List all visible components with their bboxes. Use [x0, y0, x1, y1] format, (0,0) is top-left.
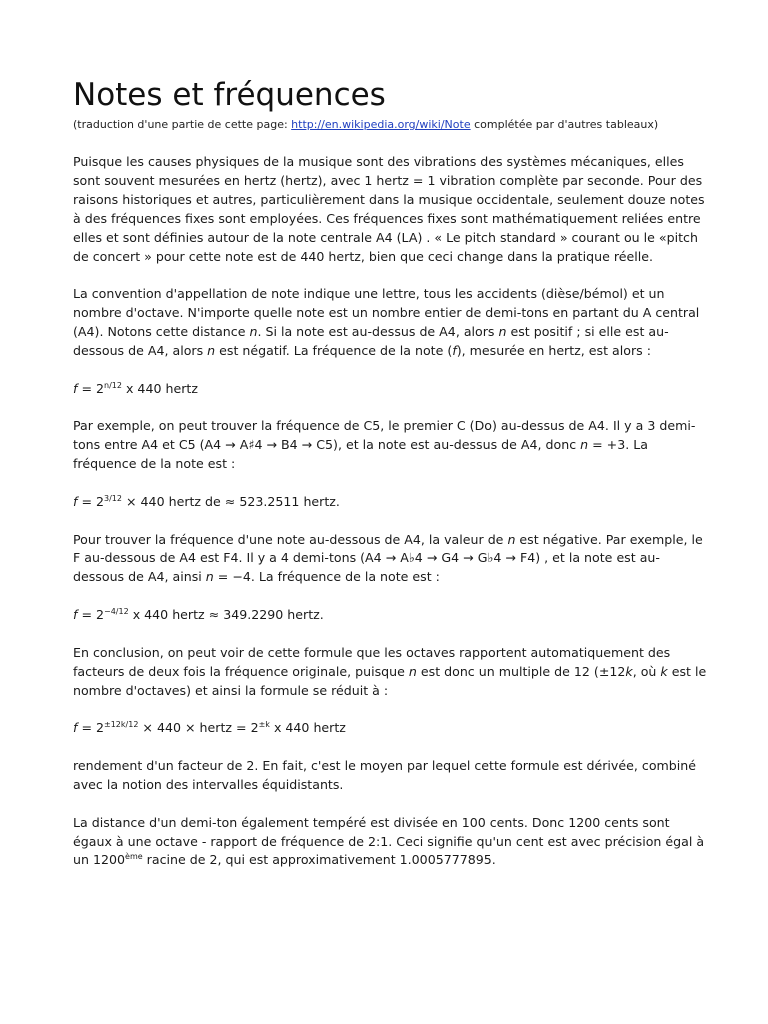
variable-f: f [73, 607, 78, 623]
formula-f4 [73, 606, 708, 625]
text-run: = 2 [77, 493, 105, 509]
variable-n: n [207, 342, 216, 358]
paragraph-intro: Puisque les causes physiques de la musique sont des vibrations des systèmes mécaniques, elles sont souvent mesurées en hertz (hertz), avec 1 hertz = 1 vibration complète par seconde. Pour des raisons historiques et autres, particulièrement dans la musique occidentale, seulement douze notes à des fréquences fixes sont employées. Ces fréquences fixes sont mathématiquement reliées entre elles et sont définies autour de la note centrale A4 (LA) . « Le pitch standard » courant ou le «pitch de concert » pour cette note est de 440 hertz, bien que ceci change dans la pratique réelle. [73, 154, 705, 264]
variable-f: f [73, 720, 78, 736]
text-run: x 440 hertz ≈ 349.2290 hertz. [128, 607, 324, 623]
formula-general [73, 380, 708, 399]
subtitle-suffix: complétée par d'autres tableaux) [470, 118, 659, 131]
text-run: est négative. Par exemple, le F au-dessous de A4 est F4. Il y a 4 demi-tons (A4 → A♭4 → G4 → G♭4 → F4) , et la note est au-dessous de A4, ainsi [73, 531, 703, 585]
variable-n: n [580, 437, 589, 453]
text-run: , où [632, 663, 661, 679]
variable-n: n [249, 324, 258, 340]
paragraph-factor: rendement d'un facteur de 2. En fait, c'est le moyen par lequel cette formule est dérivée, combiné avec la notion des intervalles équidistants. [73, 758, 697, 792]
subtitle-prefix: (traduction d'une partie de cette page: [73, 118, 292, 131]
formula-c5 [73, 493, 708, 512]
paragraph-conclusion [73, 644, 708, 701]
exponent: ±k [258, 720, 270, 730]
paragraph-cents [73, 814, 708, 871]
variable-f: f [73, 493, 78, 509]
text-run: x 440 hertz [121, 380, 198, 396]
text-run: = −4. La fréquence de la note est : [213, 569, 440, 585]
exponent: ±12k/12 [104, 720, 139, 730]
text-run: x 440 hertz [269, 720, 346, 736]
variable-n: n [205, 569, 214, 585]
text-run: = +3. La fréquence de la note est : [73, 437, 648, 472]
variable-f: f [452, 342, 457, 358]
paragraph-example-f4 [73, 531, 708, 588]
text-run: = 2 [77, 607, 105, 623]
text-run: La convention d'appellation de note indique une lettre, tous les accidents (dièse/bémol) et un nombre d'octave. N'importe quelle note est un nombre entier de demi-tons en partant du A central (A4). Notons cette distance [73, 286, 700, 340]
paragraph-naming-convention [73, 285, 708, 361]
text-run: = 2 [77, 380, 105, 396]
text-run: La distance d'un demi-ton également tempéré est divisée en 100 cents. Donc 1200 cents sont égaux à une octave - rapport de fréquence de 2:1. Ceci signifie qu'un cent est avec précision égal à un 1200 [73, 814, 705, 868]
document-body [73, 153, 708, 870]
exponent: n/12 [104, 380, 122, 390]
exponent: −4/12 [104, 607, 129, 617]
text-run: est positif ; si elle est au-dessous de A4, alors [73, 324, 669, 358]
variable-n: n [507, 531, 516, 547]
variable-k: k [625, 663, 633, 679]
text-run: Pour trouver la fréquence d'une note au-dessous de A4, la valeur de [73, 531, 508, 547]
wikipedia-link[interactable]: http://en.wikipedia.org/wiki/Note [291, 118, 471, 131]
text-run: . Si la note est au-dessus de A4, alors [257, 324, 499, 340]
paragraph-example-c5 [73, 417, 708, 474]
page-title: Notes et fréquences [73, 77, 386, 113]
variable-k: k [660, 663, 668, 679]
text-run: ), mesurée en hertz, est alors : [456, 342, 651, 358]
variable-n: n [408, 663, 417, 679]
text-run: est négatif. La fréquence de la note ( [215, 342, 453, 358]
text-run: = 2 [77, 720, 105, 736]
text-run: × 440 × hertz = 2 [138, 720, 259, 736]
text-run: est le nombre d'octaves) et ainsi la formule se réduit à : [73, 663, 707, 698]
exponent: 3/12 [104, 493, 122, 503]
variable-n: n [498, 324, 507, 340]
ordinal-superscript: ème [125, 852, 143, 862]
text-run: est donc un multiple de 12 (±12 [416, 663, 626, 679]
text-run: racine de 2, qui est approximativement 1.0005777895. [142, 852, 496, 868]
variable-f: f [73, 380, 78, 396]
text-run: En conclusion, on peut voir de cette formule que les octaves rapportent automatiquement des facteurs de deux fois la fréquence originale, puisque [73, 644, 671, 679]
text-run: × 440 hertz de ≈ 523.2511 hertz. [121, 493, 340, 509]
text-run: Par exemple, on peut trouver la fréquence de C5, le premier C (Do) au-dessus de A4. Il y a 3 demi-tons entre A4 et C5 (A4 → A♯4 → B4 → C5), et la note est au-dessus de A4, donc [73, 418, 696, 453]
formula-octave [73, 719, 708, 738]
page-subtitle [73, 117, 708, 132]
